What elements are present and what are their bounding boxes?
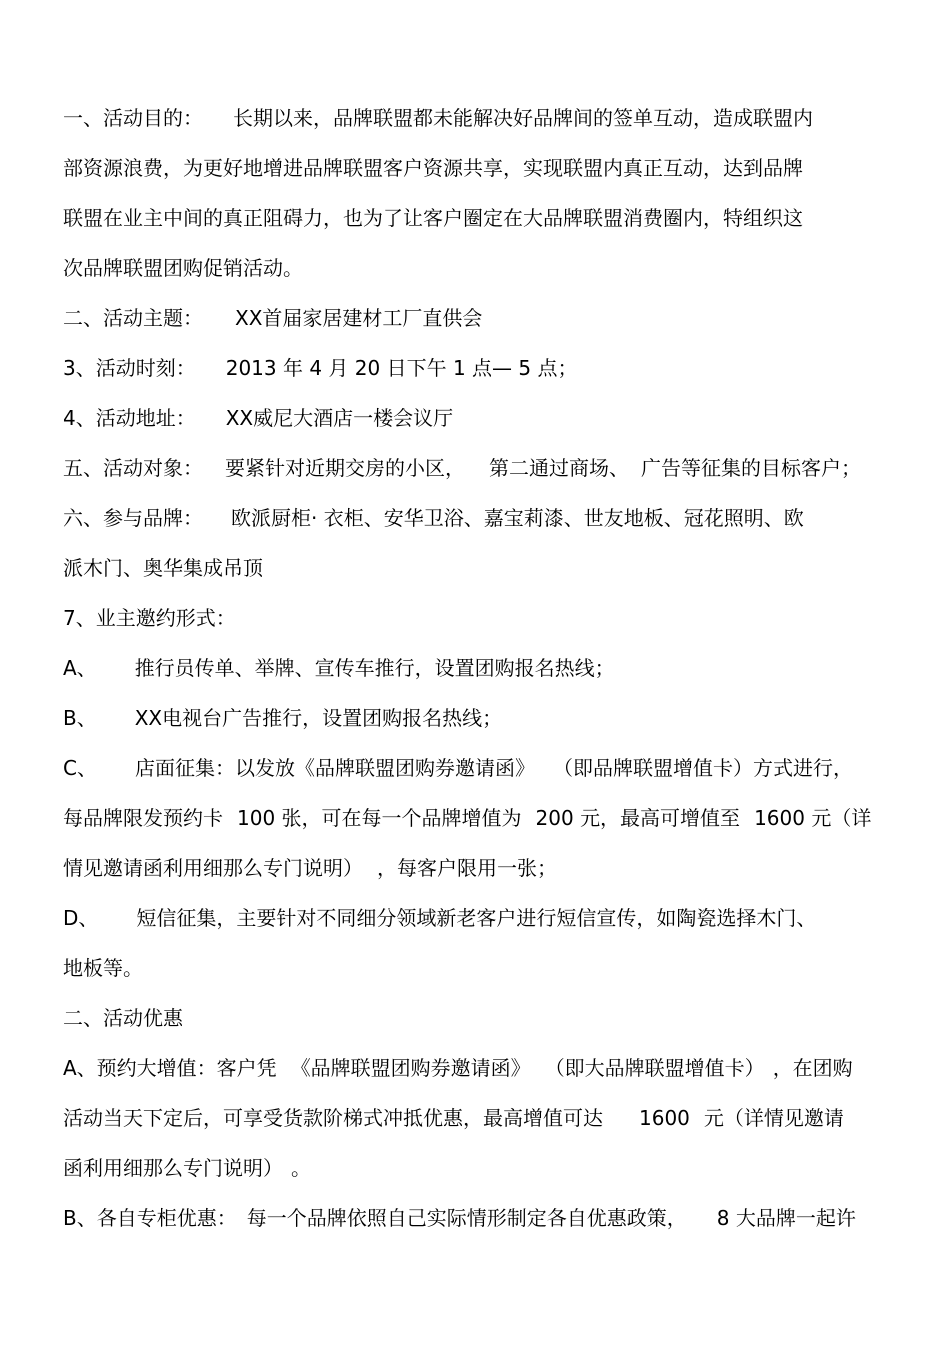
text-segment: 。	[291, 1156, 311, 1180]
text-segment: （即大品牌联盟增值卡）	[544, 1056, 765, 1080]
text-line	[63, 405, 453, 431]
text-line	[63, 105, 813, 131]
section-label: 一、活动目的：	[63, 106, 203, 130]
text-segment: 店面征集：以发放《品牌联盟团购券邀请函》	[134, 756, 535, 780]
text-segment: 函利用细那么专门说明）	[63, 1156, 283, 1180]
text-line	[63, 205, 803, 231]
text-segment: XX电视台广告推行，设置团购报名热线；	[134, 706, 503, 730]
list-marker: C、	[63, 756, 97, 780]
text-line	[63, 355, 577, 381]
text-line	[63, 955, 143, 981]
text-line	[63, 1105, 844, 1131]
text-line	[63, 605, 236, 631]
text-segment: 长期以来，品牌联盟都未能解决好品牌间的签单互动，造成联盟内	[233, 106, 813, 130]
section-label: 3、活动时刻：	[63, 356, 196, 380]
text-segment: 地板等。	[63, 956, 143, 980]
section-label: 五、活动对象：	[63, 456, 203, 480]
text-segment: 100 张，可在每一个品牌增值为	[237, 806, 522, 830]
list-marker: B、	[63, 706, 97, 730]
section-label: 六、参与品牌：	[63, 506, 203, 530]
text-segment: 推行员传单、举牌、宣传车推行，设置团购报名热线；	[134, 656, 615, 680]
text-segment: 1600	[639, 1106, 690, 1130]
text-segment: （即品牌联盟增值卡）方式进行，	[552, 756, 853, 780]
text-line	[63, 755, 853, 781]
text-line	[63, 655, 615, 681]
section-label: 7、业主邀约形式：	[63, 606, 236, 630]
text-line	[63, 1155, 311, 1181]
text-segment: 欧派厨柜· 衣柜、安华卫浴、嘉宝莉漆、世友地板、冠花照明、欧	[231, 506, 804, 530]
text-segment: 派木门、奥华集成吊顶	[63, 556, 263, 580]
text-line	[63, 155, 803, 181]
text-segment: XX威尼大酒店一楼会议厅	[225, 406, 454, 430]
text-segment: 1600 元（详	[754, 806, 872, 830]
text-segment: 要紧针对近期交房的小区，	[225, 456, 465, 480]
text-segment: 次品牌联盟团购促销活动。	[63, 256, 303, 280]
section-label: 二、活动优惠	[63, 1006, 183, 1030]
text-segment: 200 元，最高可增值至	[535, 806, 741, 830]
text-line	[63, 855, 557, 881]
text-segment: 广告等征集的目标客户；	[641, 456, 861, 480]
text-segment: A、预约大增值：客户凭	[63, 1056, 277, 1080]
text-segment: 情见邀请函利用细那么专门说明）	[63, 856, 363, 880]
text-segment: 短信征集，主要针对不同细分领域新老客户进行短信宣传，如陶瓷选择木门、	[136, 906, 817, 930]
text-segment: XX首届家居建材工厂直供会	[235, 306, 483, 330]
text-segment: 每一个品牌依照自己实际情形制定各自优惠政策，	[246, 1206, 687, 1230]
text-line	[63, 805, 871, 831]
text-segment: 联盟在业主中间的真正阻碍力，也为了让客户圈定在大品牌联盟消费圈内，特组织这	[63, 206, 803, 230]
text-line	[63, 505, 804, 531]
list-marker: D、	[63, 906, 99, 930]
text-line	[63, 1055, 853, 1081]
text-line	[63, 1005, 183, 1031]
text-line	[63, 255, 303, 281]
text-line	[63, 705, 502, 731]
list-marker: A、	[63, 656, 97, 680]
text-segment: 每品牌限发预约卡	[63, 806, 223, 830]
text-line	[63, 1205, 856, 1231]
text-segment: 8 大品牌一起许	[716, 1206, 856, 1230]
text-line	[63, 555, 263, 581]
text-segment: 第二通过商场、	[489, 456, 629, 480]
text-line	[63, 905, 816, 931]
text-segment: 部资源浪费，为更好地增进品牌联盟客户资源共享，实现联盟内真正互动，达到品牌	[63, 156, 803, 180]
text-segment: ，在团购	[772, 1056, 853, 1080]
text-segment: 2013 年 4 月 20 日下午 1 点— 5 点；	[225, 356, 578, 380]
text-segment: 元（详情见邀请	[703, 1106, 844, 1130]
section-label: 二、活动主题：	[63, 306, 203, 330]
section-label: 4、活动地址：	[63, 406, 196, 430]
text-segment: 《品牌联盟团购券邀请函》	[290, 1056, 531, 1080]
text-segment: ，每客户限用一张；	[377, 856, 557, 880]
text-line	[63, 305, 482, 331]
text-line	[63, 455, 861, 481]
text-segment: 活动当天下定后，可享受货款阶梯式冲抵优惠，最高增值可达	[63, 1106, 603, 1130]
section-label: B、各自专柜优惠：	[63, 1206, 237, 1230]
